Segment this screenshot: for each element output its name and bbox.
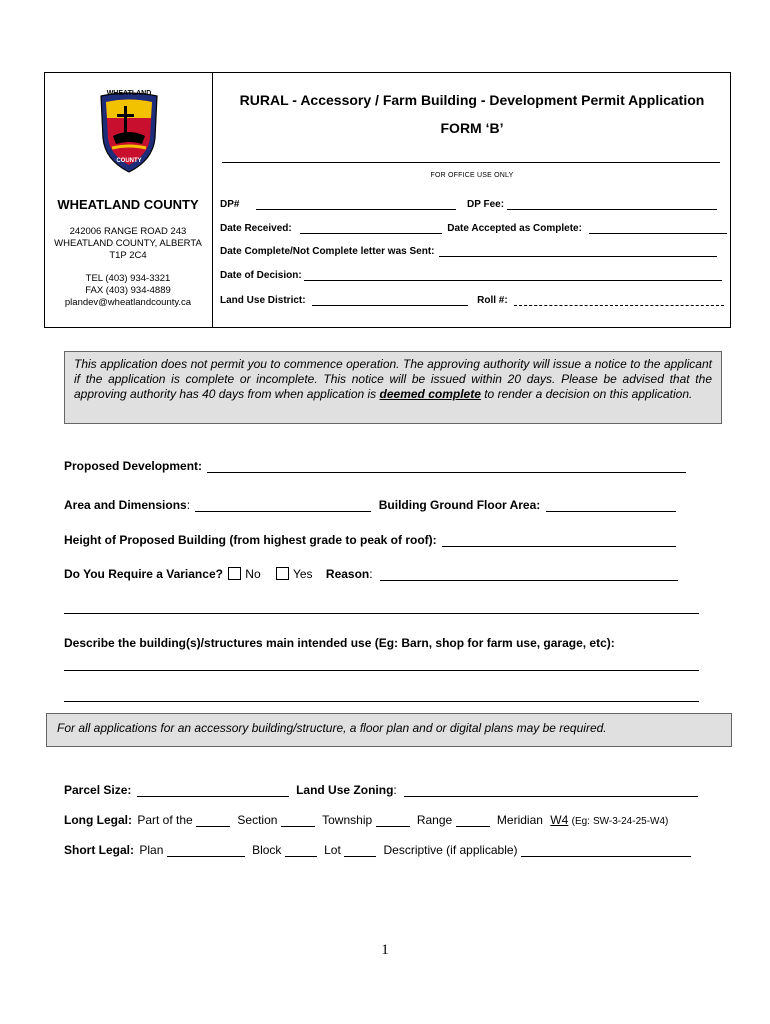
plan-field[interactable] (167, 844, 245, 857)
dp-field[interactable] (256, 199, 456, 210)
parcel-row: Parcel Size: Land Use Zoning: (64, 783, 698, 797)
notice-text: This application does not permit you to commence operation. The approving authority will issue a notice to the applicant if the application is complete or incomplete. This notice will be issued within 20 days. Please be advised that the approving authority has 40 days from when application is (74, 357, 712, 401)
page-number: 1 (381, 942, 389, 958)
notice-emphasis: deemed complete (379, 387, 481, 401)
form-title: RURAL - Accessory / Farm Building - Development Permit Application (239, 92, 705, 108)
describe-line-1[interactable] (64, 670, 699, 671)
variance-yes-label: Yes (292, 567, 313, 581)
plan-label: Plan (139, 843, 164, 857)
county-tel: TEL (403) 934-3321 (85, 273, 171, 284)
area-dimensions-label: Area and Dimensions (64, 498, 187, 512)
proposed-development-label: Proposed Development: (64, 459, 203, 473)
variance-label: Do You Require a Variance? (64, 567, 223, 581)
roll-field[interactable] (514, 295, 724, 306)
reason-field[interactable] (380, 568, 678, 581)
dp-fee-field[interactable] (507, 199, 717, 210)
variance-yes-checkbox[interactable] (276, 567, 289, 580)
part-of-field[interactable] (196, 814, 230, 827)
section-label: Section (237, 813, 278, 827)
land-use-district-label: Land Use District: (220, 295, 306, 306)
floor-area-label: Building Ground Floor Area: (378, 498, 541, 512)
meridian-label: Meridian (496, 813, 543, 827)
office-use-label: FOR OFFICE USE ONLY (430, 172, 514, 179)
office-dp-row (220, 199, 717, 210)
meridian-value: W4 (550, 813, 569, 827)
reason-label: Reason (325, 567, 370, 581)
section-field[interactable] (281, 814, 315, 827)
describe-label: Describe the building(s)/structures main intended use (Eg: Barn, shop for farm use, garage, etc): (64, 636, 615, 650)
descriptive-label: Descriptive (if applicable) (383, 843, 518, 857)
height-row (64, 533, 676, 547)
letter-sent-label: Date Complete/Not Complete letter was Sent: (220, 246, 435, 257)
office-district-row (220, 295, 724, 306)
township-field[interactable] (376, 814, 410, 827)
area-dimensions-field[interactable] (195, 499, 371, 512)
block-field[interactable] (285, 844, 317, 857)
proposed-development-row (64, 459, 686, 473)
date-accepted-field[interactable] (589, 223, 727, 234)
svg-text:WHEATLAND: WHEATLAND (106, 90, 152, 97)
notice-box (64, 351, 722, 424)
legal-example-prefix: (Eg: (571, 816, 590, 827)
lot-field[interactable] (344, 844, 376, 857)
height-label: Height of Proposed Building (from highest grade to peak of roof): (64, 533, 437, 547)
title-rule (222, 162, 720, 163)
legal-example: SW-3-24-25-W4) (592, 816, 669, 827)
floor-area-field[interactable] (546, 499, 676, 512)
form-subtitle: FORM ‘B’ (440, 120, 504, 136)
block-label: Block (252, 843, 282, 857)
part-of-label: Part of the (137, 813, 193, 827)
proposed-development-field[interactable] (207, 460, 686, 473)
county-address-line1: 242006 RANGE ROAD 243 (69, 226, 187, 237)
short-legal-label: Short Legal: (64, 843, 135, 857)
area-row: Area and Dimensions: Building Ground Floor Area: (64, 498, 676, 512)
county-postal-code: T1P 2C4 (109, 250, 147, 261)
township-label: Township (322, 813, 373, 827)
land-use-zoning-field[interactable] (404, 784, 698, 797)
date-decision-field[interactable] (304, 270, 722, 281)
county-logo (98, 88, 160, 174)
long-legal-row (64, 813, 668, 827)
county-email: plandev@wheatlandcounty.ca (64, 297, 192, 308)
reason-continuation-line[interactable] (64, 613, 699, 614)
letter-sent-field[interactable] (439, 246, 717, 257)
descriptive-field[interactable] (521, 844, 691, 857)
dp-label: DP# (220, 199, 240, 210)
county-name: WHEATLAND COUNTY (57, 197, 199, 212)
county-fax: FAX (403) 934-4889 (85, 285, 171, 296)
date-received-field[interactable] (300, 223, 442, 234)
dp-fee-label: DP Fee: (467, 199, 505, 210)
long-legal-label: Long Legal: (64, 813, 132, 827)
height-field[interactable] (442, 534, 676, 547)
describe-line-2[interactable] (64, 701, 699, 702)
range-field[interactable] (456, 814, 490, 827)
office-received-row (220, 223, 727, 234)
date-decision-label: Date of Decision: (220, 270, 302, 281)
parcel-size-field[interactable] (137, 784, 289, 797)
lot-label: Lot (324, 843, 341, 857)
variance-no-checkbox[interactable] (228, 567, 241, 580)
land-use-zoning-label: Land Use Zoning (296, 783, 394, 797)
office-decision-row (220, 270, 722, 281)
office-letter-row (220, 246, 717, 257)
date-accepted-label: Date Accepted as Complete: (447, 223, 582, 234)
date-received-label: Date Received: (220, 223, 292, 234)
county-address-line2: WHEATLAND COUNTY, ALBERTA (54, 238, 202, 249)
short-legal-row (64, 843, 691, 857)
notice-text-end: to render a decision on this application. (480, 387, 693, 401)
header-divider (212, 72, 213, 328)
floor-plan-notice: For all applications for an accessory building/structure, a floor plan and or digital plans may be required. (46, 713, 732, 747)
svg-text:COUNTY: COUNTY (116, 158, 142, 164)
variance-no-label: No (245, 567, 261, 581)
range-label: Range (416, 813, 453, 827)
land-use-district-field[interactable] (312, 295, 468, 306)
parcel-size-label: Parcel Size: (64, 783, 132, 797)
roll-label: Roll #: (477, 295, 508, 306)
variance-row: Do You Require a Variance? No Yes Reason: (64, 567, 678, 581)
county-crest-icon (98, 88, 160, 174)
